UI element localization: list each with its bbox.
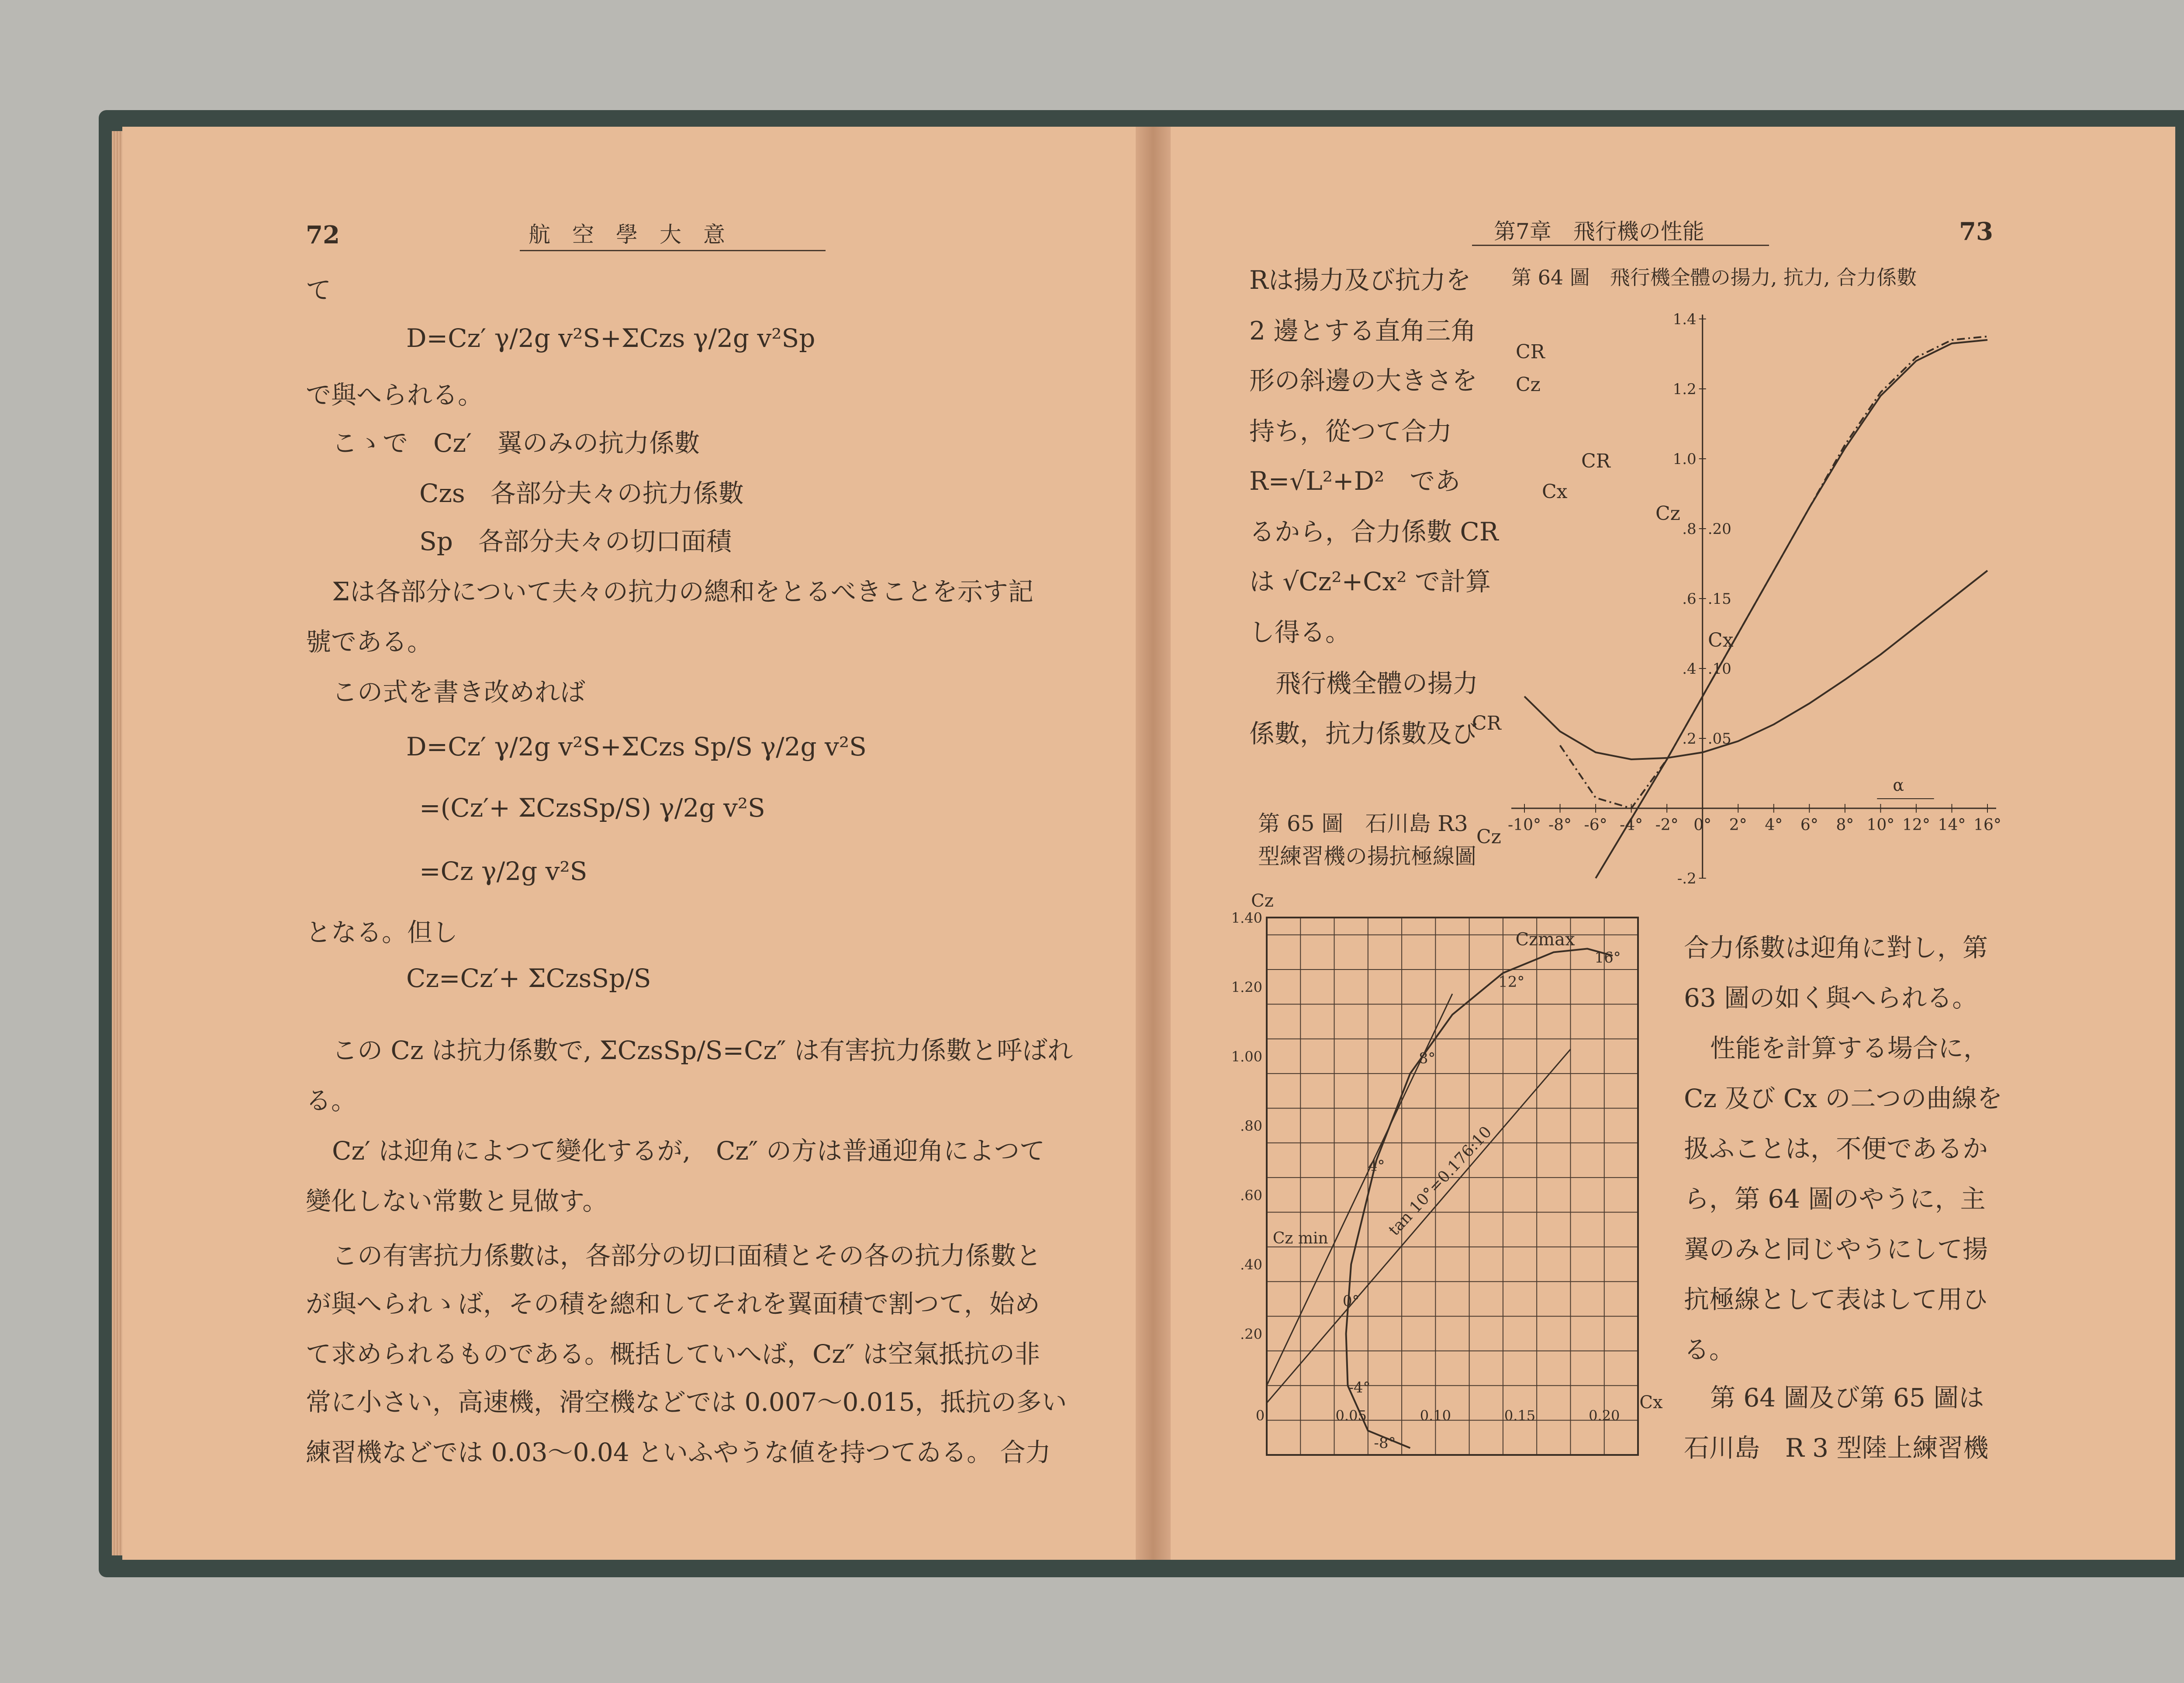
- fig64-x-tick-label: -6°: [1584, 816, 1607, 834]
- right-page-number: 73: [1959, 217, 1993, 246]
- left-text-line: 練習機などでは 0.03～0.04 といふやうな値を持つてゐる。 合力: [306, 1437, 1051, 1467]
- fig64-y2-tick-label: .10: [1707, 660, 1731, 678]
- right-side-line: 形の斜邊の大きさを: [1249, 366, 1478, 395]
- fig65-annotation-czmin: Cz min: [1272, 1229, 1328, 1247]
- left-text-line: で與へられる。: [306, 380, 484, 410]
- fig65-point-label: 16°: [1594, 949, 1621, 967]
- left-text-line: D=Cz′ γ/2g v²S+ΣCzs Sp/S γ/2g v²S: [406, 732, 867, 762]
- fig65-y-tick-label: 1.20: [1231, 979, 1262, 996]
- left-head-rule: [520, 250, 826, 251]
- right-side-line: Rは揚力及び抗力を: [1249, 265, 1471, 295]
- right-side-line: R=√L²+D² であ: [1249, 466, 1461, 496]
- right-lower-line: 抗極線として表はして用ひ: [1684, 1285, 1988, 1314]
- right-side-line: 2 邊とする直角三角: [1249, 316, 1476, 346]
- fig64-y-tick-label: .6: [1682, 590, 1697, 608]
- fig65-x-tick-label: 0: [1255, 1407, 1265, 1424]
- right-running-head: 第7章 飛行機の性能: [1494, 219, 1704, 244]
- fig65-y-tick-label: 1.40: [1231, 910, 1262, 926]
- right-lower-line: 石川島 R 3 型陸上練習機: [1684, 1433, 1989, 1463]
- fig64-caption: 第 64 圖 飛行機全體の揚力, 抗力, 合力係數: [1511, 266, 1917, 289]
- fig65-y-tick-label: .40: [1240, 1256, 1262, 1273]
- fig64-x-tick-label: -8°: [1548, 816, 1572, 834]
- left-text-line: =Cz γ/2g v²S: [419, 856, 587, 886]
- fig64-y2-tick-label: .20: [1707, 520, 1731, 538]
- fig65-caption-line1: 第 65 圖 石川島 R3: [1258, 811, 1468, 836]
- fig64-curve-label: Cz: [1476, 826, 1501, 848]
- fig65-point-label: -4°: [1348, 1379, 1371, 1397]
- fig65-caption-line2: 型練習機の揚抗極線圖: [1258, 844, 1476, 869]
- fig64-curve-label: CR: [1581, 450, 1610, 472]
- left-text-line: 常に小さい，高速機，滑空機などでは 0.007～0.015，抵抗の多い: [306, 1387, 1067, 1417]
- fig64-x-axis-label: α: [1893, 776, 1904, 795]
- fig64-x-tick-label: 6°: [1800, 816, 1818, 834]
- fig64-x-tick-label: 16°: [1973, 816, 2001, 834]
- left-running-head: 航 空 學 大 意: [529, 222, 725, 247]
- fig64-chart: [1472, 301, 2005, 891]
- left-text-line: この有害抗力係數は，各部分の切口面積とその各の抗力係數と: [332, 1241, 1042, 1271]
- fig64-y-tick-label: .8: [1682, 520, 1697, 538]
- fig65-x-axis-label: Cx: [1639, 1392, 1663, 1413]
- fig64-y2-tick-label: .05: [1707, 730, 1731, 748]
- left-text-line: る。: [306, 1086, 357, 1115]
- fig65-annotation-tangent: tan 10°=0.176:10: [1385, 1123, 1496, 1240]
- left-text-line: Czs 各部分夫々の抗力係數: [419, 478, 744, 508]
- left-text-line: Cz=Cz′+ ΣCzsSp/S: [406, 963, 651, 993]
- left-text-line: て求められるものである。概括していへば，Cz″ は空氣抵抗の非: [306, 1339, 1040, 1369]
- fig65-point-label: -8°: [1374, 1434, 1396, 1452]
- fig64-y-tick-label: .2: [1682, 730, 1697, 748]
- left-text-line: となる。但し: [306, 918, 458, 947]
- fig65-chart: [1231, 887, 1663, 1477]
- fig64-y-tick-label: 1.4: [1673, 311, 1697, 328]
- fig64-curve-label: CR: [1516, 341, 1545, 363]
- right-side-line: るから，合力係數 CR: [1249, 517, 1499, 547]
- left-text-line: Cz′ は迎角によつて變化するが, Cz″ の方は普通迎角によつて: [332, 1136, 1045, 1166]
- fig64-x-tick-label: -10°: [1508, 816, 1541, 834]
- right-lower-line: 第 64 圖及び第 65 圖は: [1710, 1383, 1984, 1413]
- right-side-line: 飛行機全體の揚力: [1275, 668, 1479, 698]
- fig65-x-tick-label: 0.10: [1420, 1407, 1451, 1424]
- right-lower-line: 扱ふことは，不便であるか: [1684, 1134, 1988, 1164]
- right-side-line: し得る。: [1249, 617, 1351, 647]
- fig64-x-tick-label: 12°: [1902, 816, 1930, 834]
- right-lower-line: 合力係數は迎角に對し，第: [1684, 933, 1988, 963]
- right-lower-line: る。: [1684, 1335, 1735, 1364]
- fig64-x-tick-label: 8°: [1836, 816, 1854, 834]
- fig64-y-tick-label: .4: [1682, 660, 1697, 678]
- fig64-x-tick-label: -4°: [1620, 816, 1643, 834]
- fig65-x-tick-label: 0.15: [1504, 1407, 1536, 1424]
- left-page-number: 72: [306, 221, 340, 249]
- fig64-x-tick-label: -2°: [1655, 816, 1679, 834]
- right-head-rule: [1472, 245, 1769, 246]
- fig64-x-tick-label: 14°: [1938, 816, 1966, 834]
- fig64-curve-label: Cz: [1516, 374, 1541, 396]
- fig65-x-tick-label: 0.20: [1589, 1407, 1620, 1424]
- fig64-x-tick-label: 0°: [1693, 816, 1712, 834]
- fig65-y-tick-label: .80: [1240, 1118, 1262, 1135]
- right-side-line: 持ち，從つて合力: [1249, 416, 1452, 446]
- fig64-curve-label: Cz: [1655, 502, 1680, 525]
- right-lower-line: 63 圖の如く與へられる。: [1684, 983, 1978, 1013]
- right-lower-line: Cz 及び Cx の二つの曲線を: [1684, 1084, 2003, 1113]
- left-text-line: =(Cz′+ ΣCzsSp/S) γ/2g v²S: [419, 793, 765, 823]
- fig64-y-tick-label: 1.0: [1673, 450, 1697, 468]
- fig65-y-axis-label: Cz: [1251, 891, 1274, 911]
- fig65-point-label: 8°: [1418, 1049, 1436, 1067]
- fig65-tangent-line: [1267, 1049, 1570, 1403]
- fig64-x-tick-label: 10°: [1866, 816, 1895, 834]
- left-text-line: こゝで Cz′ 翼のみの抗力係數: [332, 428, 700, 458]
- left-text-line: この Cz は抗力係數で, ΣCzsSp/S=Cz″ は有害抗力係數と呼ばれ: [332, 1035, 1073, 1065]
- fig65-point-label: 12°: [1498, 973, 1525, 991]
- fig65-x-tick-label: 0.05: [1335, 1407, 1367, 1424]
- left-text-line: Σは各部分について夫々の抗力の總和をとるべきことを示す記: [332, 577, 1033, 606]
- left-text-line: Sp 各部分夫々の切口面積: [419, 526, 732, 556]
- fig64-curve-label: Cx: [1542, 481, 1568, 503]
- right-side-line: 係數，抗力係數及び: [1249, 719, 1478, 748]
- fig64-y-tick-label: -.2: [1677, 870, 1697, 887]
- left-text-line: が與へられゝば，その積を總和してそれを翼面積で割つて，始め: [306, 1289, 1040, 1319]
- fig64-series-cz: [1596, 340, 1987, 878]
- fig65-y-tick-label: .60: [1240, 1187, 1262, 1204]
- fig64-y-tick-label: 1.2: [1673, 381, 1697, 398]
- left-text-line: 號である。: [306, 627, 433, 657]
- book-gutter: [1136, 127, 1171, 1560]
- fig64-curve-label: CR: [1472, 712, 1501, 734]
- right-lower-line: 性能を計算する場合に，: [1710, 1033, 1989, 1063]
- fig64-curve-label: Cx: [1708, 629, 1734, 651]
- fig65-y-tick-label: 1.00: [1231, 1048, 1262, 1065]
- right-side-line: は √Cz²+Cx² で計算: [1249, 567, 1491, 596]
- fig65-point-label: 0°: [1342, 1292, 1360, 1310]
- fig64-series-cx: [1524, 571, 1987, 759]
- left-text-line: て: [306, 275, 332, 305]
- fig64-x-tick-label: 2°: [1729, 816, 1747, 834]
- fig64-x-tick-label: 4°: [1765, 816, 1783, 834]
- right-lower-line: 翼のみと同じやうにして揚: [1684, 1234, 1988, 1264]
- left-text-line: この式を書き改めれば: [332, 677, 586, 707]
- fig65-polar-curve: [1346, 949, 1613, 1448]
- fig65-point-label: 4°: [1368, 1157, 1385, 1175]
- left-text-line: D=Cz′ γ/2g v²S+ΣCzs γ/2g v²Sp: [406, 323, 816, 353]
- fig65-y-tick-label: .20: [1240, 1326, 1262, 1343]
- left-text-line: 變化しない常數と見做す。: [306, 1186, 608, 1216]
- fig64-y2-tick-label: .15: [1707, 590, 1731, 608]
- fig65-annotation-czmax: Czmax: [1515, 929, 1575, 950]
- right-lower-line: ら，第 64 圖のやうに，主: [1684, 1184, 1986, 1214]
